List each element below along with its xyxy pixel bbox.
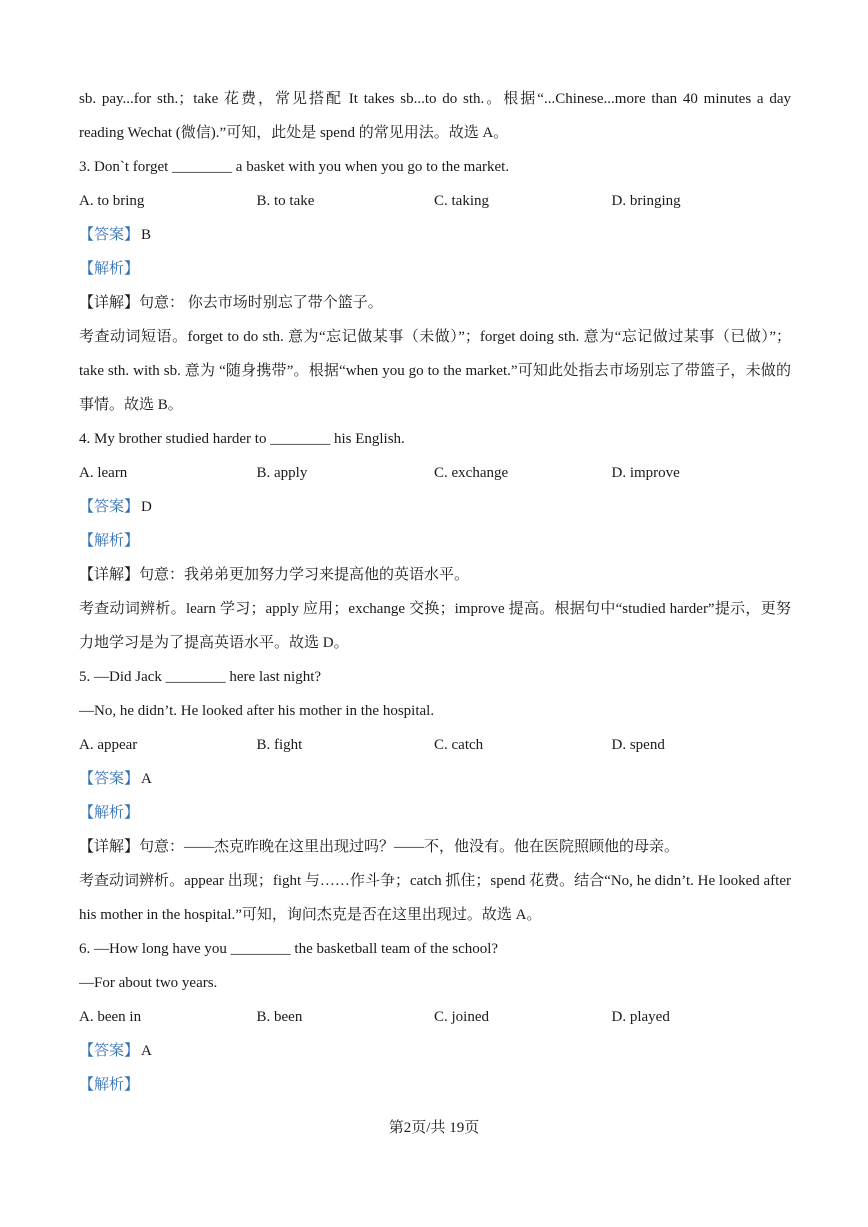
options-row	[79, 728, 791, 762]
explanation: 考查动词辨析。appear 出现；fight 与……作斗争；catch 抓住；spend 花费。结合“No, he didn’t. He looked after his mother in the hospital.”可知，询问杰克是否在这里出现过。故选 A。	[79, 873, 791, 923]
answer-value: A	[141, 1043, 152, 1059]
answer-value: B	[141, 227, 152, 243]
question-stem: 6. —How long have you ________ the basketball team of the school?	[79, 941, 499, 957]
explanation: 考查动词短语。forget to do sth. 意为“忘记做某事（未做）”；forget doing sth. 意为“忘记做过某事（已做）”；take sth. with sb. 意为 “随身携带”。根据“when you go to the market.”可知此处指去市场别忘了带篮子，未做的事情。故选 B。	[79, 329, 791, 413]
question-stem-reply: —No, he didn’t. He looked after his mother in the hospital.	[79, 703, 435, 719]
answer-label: 【答案】	[79, 227, 140, 243]
options-row	[79, 1000, 791, 1034]
option-a: A. appear	[79, 737, 138, 753]
option-c: C. exchange	[434, 465, 509, 481]
detail-line: 【详解】句意： 你去市场时别忘了带个篮子。	[79, 295, 383, 311]
option-d: D. bringing	[611, 193, 681, 209]
analysis-line	[79, 796, 791, 830]
question-stem: 5. —Did Jack ________ here last night?	[79, 669, 322, 685]
answer-value: D	[141, 499, 152, 515]
option-b: B. apply	[256, 465, 308, 481]
answer-value: A	[141, 771, 152, 787]
options-row	[79, 184, 791, 218]
question-3	[79, 150, 791, 422]
options-row	[79, 456, 791, 490]
page-content	[79, 82, 791, 1102]
analysis-label: 【解析】	[79, 805, 140, 821]
analysis-line	[79, 524, 791, 558]
analysis-label: 【解析】	[79, 1077, 140, 1093]
option-d: D. improve	[611, 465, 680, 481]
option-a: A. been in	[79, 1009, 142, 1025]
analysis-label: 【解析】	[79, 533, 140, 549]
page-number-footer: 第2页/共 19页	[388, 1120, 480, 1136]
question-5	[79, 660, 791, 932]
option-c: C. joined	[434, 1009, 489, 1025]
question-4	[79, 422, 791, 660]
option-b: B. been	[256, 1009, 303, 1025]
analysis-line	[79, 1068, 791, 1102]
option-a: A. learn	[79, 465, 128, 481]
question-stem: 3. Don`t forget ________ a basket with you when you go to the market.	[79, 159, 510, 175]
question-stem-reply: —For about two years.	[79, 975, 218, 991]
answer-line	[79, 1034, 791, 1068]
option-c: C. taking	[434, 193, 489, 209]
answer-label: 【答案】	[79, 771, 140, 787]
answer-label: 【答案】	[79, 1043, 140, 1059]
analysis-label: 【解析】	[79, 261, 140, 277]
analysis-line	[79, 252, 791, 286]
answer-line	[79, 490, 791, 524]
question-stem: 4. My brother studied harder to ________ his English.	[79, 431, 405, 447]
answer-line	[79, 762, 791, 796]
option-d: D. spend	[611, 737, 665, 753]
prev-explanation: sb. pay...for sth.；take 花费，常见搭配 It takes sb...to do sth.。根据“...Chinese...more than 40 minutes a day reading Wechat (微信).”可知，此处是 spend 的常见用法。故选 A。	[79, 91, 791, 141]
option-a: A. to bring	[79, 193, 145, 209]
option-b: B. fight	[256, 737, 303, 753]
answer-line	[79, 218, 791, 252]
option-c: C. catch	[434, 737, 484, 753]
option-b: B. to take	[256, 193, 315, 209]
detail-line: 【详解】句意：我弟弟更加努力学习来提高他的英语水平。	[79, 567, 470, 583]
question-6	[79, 932, 791, 1102]
option-d: D. played	[611, 1009, 670, 1025]
explanation: 考查动词辨析。learn 学习；apply 应用；exchange 交换；improve 提高。根据句中“studied harder”提示，更努力地学习是为了提高英语水平。故选 D。	[79, 601, 791, 651]
answer-label: 【答案】	[79, 499, 140, 515]
detail-line: 【详解】句意：——杰克昨晚在这里出现过吗？——不，他没有。他在医院照顾他的母亲。	[79, 839, 680, 855]
